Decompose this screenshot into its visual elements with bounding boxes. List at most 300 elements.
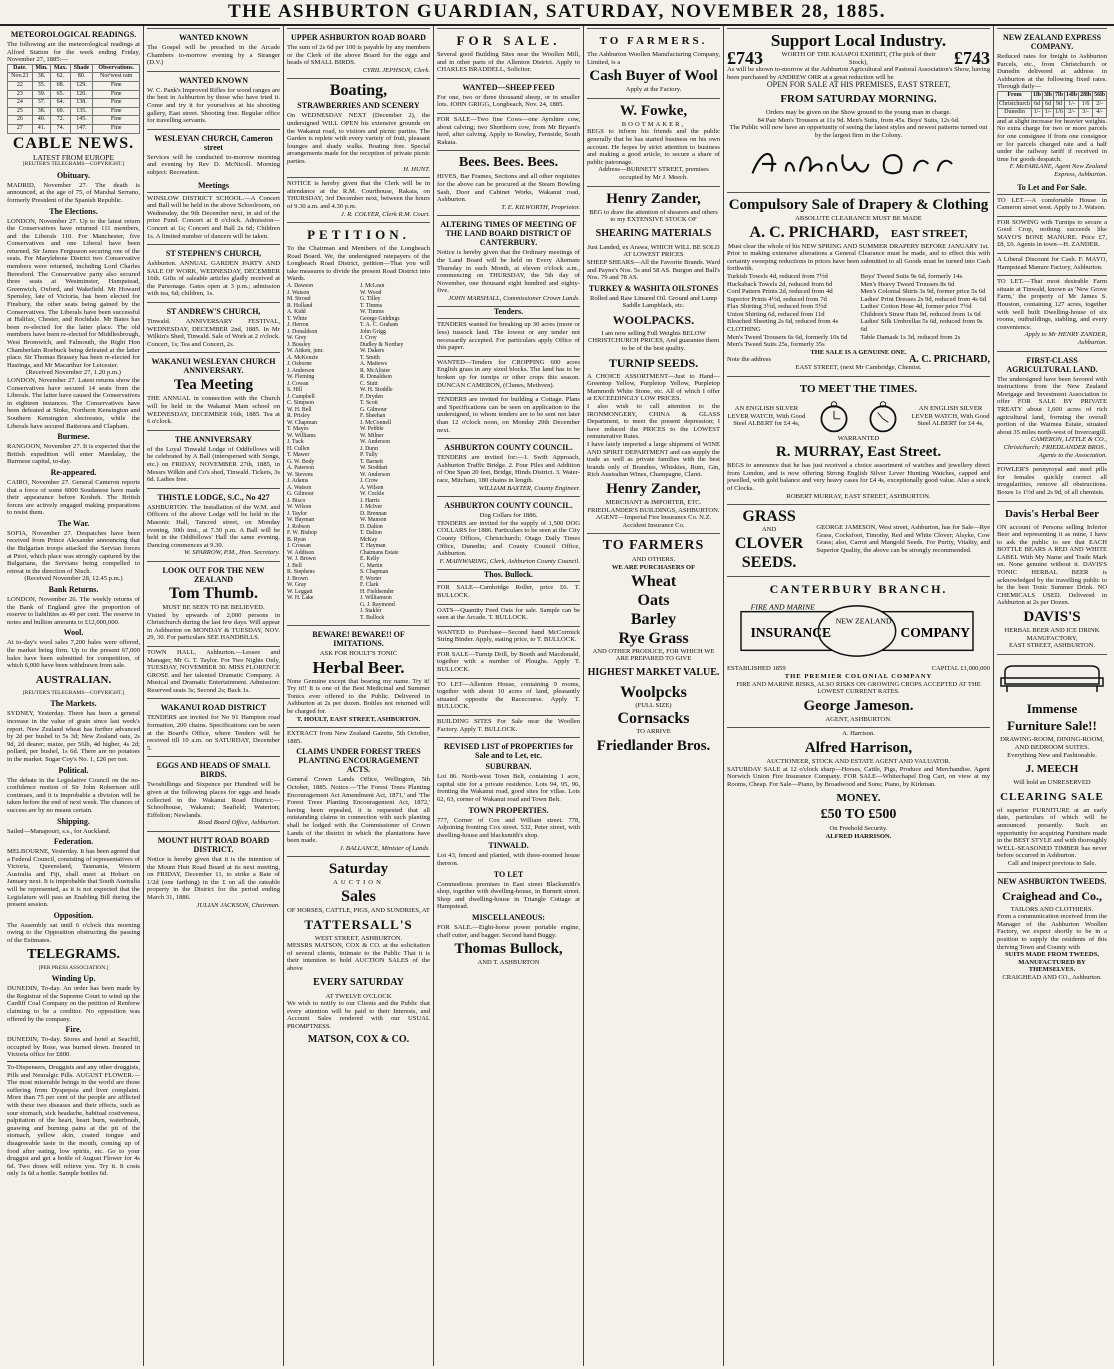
nz-express-more: and at slight increase for heavier weights. No extra charge for two or more parcels for one consignee if from one consignor or for parcels charged rate and a half under the railway tariff if received in time for goods despatch. [997, 117, 1107, 163]
prichard-name-2: A. C. PRICHARD, [909, 354, 990, 366]
mount-hutt-signature: JULIAN JACKSON, Chairman. [196, 901, 280, 909]
grass-word: GRASS [742, 508, 796, 526]
elections-heading: The Elections. [49, 206, 98, 216]
crest-insurance: INSURANCE [750, 624, 832, 640]
met-title: METEOROLOGICAL READINGS. [10, 30, 137, 39]
davis-address: EAST STREET, ASHBURTON. [1008, 642, 1096, 650]
met-cell: 38. [32, 73, 50, 82]
petition-text: To the Chairman and Members of the Longbeach Road Board. We, the undersigned ratepayers of the Longbeach Road District, petition—That you will take measures to divide the present Road District into Wards. [287, 245, 430, 283]
winding-heading: Winding Up. [51, 974, 96, 984]
rates-cell: 1/6 [1079, 100, 1093, 109]
price-line: Men's Tweed Suits 25s, formerly 35s [727, 341, 825, 349]
shearing-list: SHEEP SHEARS—All the Favorite Brands. Ward and Payne's Nos. 5s and 58 AS. Burgon and Ball's Nos. 79 and 78 AS. [587, 258, 720, 282]
sofa-icon [997, 660, 1107, 694]
matson-text-2: We wish to notify to our Clients and the Public that every attention will be paid to their Interests, and Account Sales rendered with our USUAL PROMPTNESS. [287, 1000, 430, 1030]
fire-heading: Fire. [65, 1025, 82, 1035]
price-line: Bleached Sheeting 2s 6d, reduced from 4s [727, 318, 839, 326]
thistle-heading: THISTLE LODGE, S.C., No 427 [157, 492, 270, 502]
rates-row [998, 109, 1107, 118]
petition-name: F. Worter [359, 575, 382, 582]
zander-signature: Henry Zander, [606, 480, 701, 497]
petition-name: A. Mattews [359, 361, 387, 368]
sales-heading: Sales [341, 887, 376, 905]
petition-name: W. Fleming [287, 374, 315, 381]
petition-name: G. W. Body [287, 458, 315, 465]
eggs-signature: Road Board Office, Ashburton. [198, 819, 280, 827]
herbal-beer-text: None Genuine except that bearing my name. Try it! Try it!! It is one of the Best Medicinal and Summer Tonics ever offered to the Public. Delivered in Ashburton at 2s per dozen. Bottles not returned will be charged for. [287, 677, 430, 716]
met-intro: The following are the meteorological readings at Alford Station for the week ending Friday, November 27, 1885:— [7, 41, 140, 64]
petition-name: W. Timms [359, 309, 384, 316]
war-heading: The War. [57, 518, 90, 528]
shipping-heading: Shipping. [57, 816, 90, 826]
petition-name: W. Cockle [359, 491, 385, 498]
column-parcels-express [994, 26, 1110, 1366]
petition-name: S. Hill [287, 387, 303, 394]
to-arrive: TO ARRIVE [636, 728, 671, 736]
federation-heading: Federation. [53, 837, 94, 847]
watch-offer-right: AN ENGLISH SILVER LEVER WATCH, With Good Steel ALBERT for £4 4s, [911, 405, 990, 428]
st-andrews-heading: ST ANDREW'S CHURCH, [166, 307, 261, 317]
notice-ad-text: The Gospel will be preached in the Arcade Chambers to-morrow evening by a Stranger (D.V.) [147, 44, 280, 67]
met-cell: 41. [32, 124, 50, 133]
petition-name: G. J. Raymond [359, 601, 395, 608]
petition-name: T. White [287, 315, 308, 322]
woolpacks-text: I am now selling Full Weights BELOW CHRISTCHURCH PRICES, And guarantee them to be of the best quality. [587, 329, 720, 353]
furniture-sub: DRAWING-ROOM, DINING-ROOM, AND BEDROOM SUITES. [1000, 736, 1104, 751]
petition-name: A. Wilson [359, 484, 384, 491]
met-cell: 35. [32, 81, 50, 90]
bees-signature: T. E. KILWORTH, Proprietor. [501, 203, 580, 211]
ask-for-heading: ASK FOR HOULT'S TONIC [319, 650, 398, 658]
tweeds-heading: NEW ASHBURTON TWEEDS. [997, 876, 1107, 886]
craighead-text: From a communication received from the Manager of the Ashburton Woollen Factory, we expect shortly to be in a position to supply the residents of this thriving Town and County with [997, 913, 1107, 951]
met-cell: 25 [8, 107, 33, 116]
suits-text: 84 Pair Men's Trousers at 11s 9d. Men's Suits, from 45s. Boys' Suits, 12s 6d. [757, 116, 960, 124]
altering-text: Notice is hereby given that the Ordinary meetings of the Land Board will be held on Every Alternate Thursday in each Month, at eleven o'clock a.m., commencing on THURSDAY, the 5th day of November, one thousand eight hundred and eighty-five. [437, 249, 580, 295]
wool-heading: Wool. [63, 628, 84, 638]
bank-text: LONDON, November 26. The weekly returns of the Bank of England give the proportion of reserve to liabilities as 49 per cent. The reserve in notes and bullion amounts to £12,000,000. [7, 596, 140, 626]
price-line: Turkish Towels 4d, reduced from 7½d [727, 272, 828, 280]
fowke-text: BEGS to inform his friends and the public generally that he has started business on his own account. He hopes by strict attention to business and making a good article, to secure a share of public patronage. [587, 128, 720, 166]
petition-name: T. Mawer [287, 452, 310, 459]
telegrams-note: [PER PRESS ASSOCIATION.] [38, 964, 109, 971]
thistle-text: ASHBURTON. The Installation of the W.M. and Officers of the above Lodge will be held in the Masonic Hall, Tancred street, on Monday evening, 30th inst., at 7.30 p.m. A Ball will be held in the Oddfellows' Hall the same evening. Dancing commences at 9.30. [147, 503, 280, 549]
met-cell: 23 [8, 90, 33, 99]
rates-cell: Christchurch [998, 100, 1032, 109]
met-cell: 27 [8, 124, 33, 133]
farm-to-let-text: TO LET.—That most desirable Farm situate at Tinwald, known as 'New Grove Farm,' the property of Mr James S. Houston, containing 127 acres, together with well built Dwelling-house of six rooms, outbuildings, stabling, and every convenience. [997, 278, 1107, 331]
petition-name: J. Anderson [287, 367, 315, 374]
petition-name: F. W. Bishop [287, 530, 317, 537]
crest-fire-marine: FIRE AND MARINE [750, 602, 815, 612]
petition-name: W. Williams [287, 432, 316, 439]
markets-text: SYDNEY, Yesterday. There has been a general increase in the value of grain since last week's report. New Zealand wheat has further advanced by 2d per bushel to 5s 3d; New Zealand oats, 2s 9d, 2d dearer; maize, per 56lb, 4d higher, 4s 2d; pollard, per bushel, 1s 6d. There are no potatoes in the market. Sugar Coy's No. 1, £26 per ton. [7, 710, 140, 763]
petition-name: W. Aitken, junr. [287, 348, 324, 355]
matson-text: MESSRS MATSON, COX & CO. at the solicitation of several clients, intimate to the Public That it is their intention to hold AUCTION SALES of the above [287, 942, 430, 972]
notice-ad-title: WANTED KNOWN [178, 33, 249, 42]
friedlander-signature: Friedlander Bros. [596, 737, 711, 754]
furniture-new: Everything New and Fashionable. [1007, 751, 1097, 759]
notice-ad [147, 28, 280, 69]
column-public-notices-1 [284, 26, 434, 1366]
met-cell: 40. [32, 116, 50, 125]
first-class-signature: CAMERON, LITTLE & CO., Christchurch; FRIEDLANDER BROS., Agents to the Association. [1003, 436, 1107, 459]
petition-name: W. Grey [287, 335, 307, 342]
strawberries-signature: H. HUNT. [403, 165, 430, 173]
open-text: OPEN FOR SALE AT HIS PREMISES, EAST STREET, [766, 80, 951, 90]
fowler-ad: FOWLER'S pennyroyal and steel pills for females quickly correct all irregularities, remove all obstructions. Boxes 1s 1½d and 2s 9d, of all chemists. [997, 463, 1107, 498]
worth-text: WORTH OF THE KAIAPOI EXHIBIT, (The pick of their Stock), [781, 51, 936, 66]
rates-cell: 2/- [1065, 109, 1079, 118]
ironmongery-text: I also wish to call attention to the IRONMONGERY, CHINA & GLASS Department, to meet the present depression; I have reduced the PRICES to the LOWEST remunerative Rates. [587, 403, 720, 441]
dog-collars-heading: Dog Collars for 1886. [479, 512, 538, 520]
tattersalls-street: WEST STREET, ASHBURTON. [314, 934, 403, 942]
grain-word: Barley [630, 610, 677, 628]
price-line: Children's Straw Hats 9d, reduced from 1s 6d [860, 310, 981, 318]
petition-name: J. Watson [287, 289, 310, 296]
craighead-signature: CRAIGHEAD AND CO., Ashburton. [1002, 973, 1102, 981]
met-cell: 135. [70, 107, 93, 116]
rates-cell: 2/- [1093, 100, 1107, 109]
petition-name: J. Osborne [287, 361, 312, 368]
met-cell: 64. [51, 99, 71, 108]
mount-hutt-heading: MOUNT HUTT ROAD BOARD DISTRICT. [157, 836, 270, 854]
petition-name: J. McLean [359, 283, 385, 290]
petition-name: Chatmans Estate [359, 549, 399, 556]
meetings-heading: Meetings [197, 180, 230, 190]
fowke-address: Address—BURNETT STREET, premises occupied by Mr J. Meech. [598, 166, 709, 181]
met-cell: 120. [70, 90, 93, 99]
met-cell: Fine [93, 99, 140, 108]
price-line: Men's Tweed Trousers 6s 6d, formerly 10s 6d [727, 333, 848, 341]
upper-ashburton-signature: CYRIL JEPHSON, Clerk. [362, 66, 430, 74]
genuine-text: THE SALE IS A GENUINE ONE. [810, 348, 907, 356]
furniture-sale-heading: Furniture Sale!! [1007, 718, 1097, 734]
petition-name: R. Donaldson [359, 374, 392, 381]
herbal-beer-heading: Herbal Beer. [312, 657, 405, 677]
money-amount: £50 TO £500 [820, 807, 897, 823]
to-let-ad: A Liberal Discount for Cash. F. MAYO, Hampstead Manure Factory, Ashburton. [997, 253, 1107, 273]
compulsory-heading: Compulsory Sale of Drapery & Clothing [728, 196, 989, 213]
obit-text: MADRID, November 27. The death is announced, at the age of 75, of Marshal Serrano, formerly President of the Spanish Republic. [7, 181, 140, 204]
tender-2: WANTED—Tenders for CROPPING 600 acres English grass in any sized blocks. The land has to be broken up for turnips or other crops this season. DUNCAN CAMERON, (Clunes, Methven). [437, 356, 580, 391]
petition-name: T. Smith [359, 354, 380, 361]
petition-name: T. Dalton [359, 530, 382, 537]
petition-name: G. Gilmour [359, 406, 387, 413]
watch-offer-left: AN ENGLISH SILVER LEVER WATCH, With Good Steel ALBERT for £4 4s, [727, 405, 806, 428]
petition-name: T. Bullock [359, 614, 385, 621]
petition-name: J. Donaldson [287, 328, 318, 335]
petition-name: W. Stoddart [359, 465, 388, 472]
petition-name: W. Anderson [359, 439, 390, 446]
petition-name: J. Bossley [287, 341, 311, 348]
claims-text: General Crown Lands Office, Wellington, 5th October, 1885. Notice.—'The Forest Trees Planting Encouragement Act Amendment Act, 1871,' and 'The Forest Trees Planting Encouragement Act, 1872,' having been repealed, it is requested that all outstanding claims in connection with such planting shall be lodged with the Commissioner of Crown Lands of the district in which the plantations have been made. [287, 776, 430, 845]
prichard-name: A. C. PRICHARD, [749, 223, 879, 241]
cable-note: [REUTER'S TELEGRAMS—COPYRIGHT.] [22, 161, 125, 168]
met-row [8, 116, 140, 125]
petition-name: W. H. Stoddle [359, 387, 393, 394]
petition-name: J. Taylor [287, 510, 308, 517]
for-sale-cows: FOR SALE—Two fine Cows—one Ayrshire cow, about calving; two Shorthorn cow, from Mr Bryant's herd, after calving. Apply to Rowley, Fernside, South Rakaia. [437, 113, 580, 148]
misc-heading: MISCELLANEOUS: [472, 912, 545, 922]
harrison-heading: Alfred Harrison, [804, 739, 913, 756]
craighead-sub: TAILORS AND CLOTHIERS. [1010, 905, 1094, 913]
petition-name: T. Timms [359, 302, 383, 309]
rates-cell: 3/- [1079, 109, 1093, 118]
canterbury-heading: CANTERBURY BRANCH. [769, 581, 948, 596]
public-text: The Public will now have an opportunity of seeing the latest styles and newest patterns turned out by the largest firm in the Colony. [729, 124, 988, 139]
immense-heading: Immense [1026, 701, 1078, 717]
petition-name: J. Bell [287, 562, 302, 569]
meech-sub: Will hold an UNRESERVED [1013, 779, 1091, 787]
herbal-beer-signature: T. HOULT, EAST STREET, ASHBURTON. [296, 715, 421, 723]
strawberries-heading: STRAWBERRIES AND SCENERY [297, 101, 420, 111]
petition-name: W. Wilson [287, 504, 312, 511]
wanted-sheep-text: For one, two or three thousand sheep, or in smaller lots. JOHN GRIGG, Longbeach, Nov. 24, 1885. [437, 93, 580, 109]
county-council-heading-2: ASHBURTON COUNTY COUNCIL. [444, 501, 573, 511]
met-cell: Fine [93, 81, 140, 90]
jameson-seeds-text: GEORGE JAMESON, West street, Ashburton, has for Sale—Rye Grass, Cocksfoot, Timothy, Red and White Clover; Alsyke, Cow Grass; also, Carrot and Mangold Seeds. For Purity, Vitality, and Superior Quality, the above can be strongly recommended. [816, 524, 990, 555]
harrison-signature: ALFRED HARRISON. [825, 832, 892, 840]
tinwald-heading: TINWALD. [488, 841, 529, 851]
rates-cell: 1/- [1065, 100, 1079, 109]
petition-name: T. Mayes [287, 426, 309, 433]
boating-heading: Boating, [329, 82, 388, 100]
bullock-ad: OATS—Quantity Feed Oats for sale. Sample can be seen at the Arcade. T. BULLOCK. [437, 604, 580, 624]
farm-to-let-signature: Apply to Mr HENRY ZANDER, Ashburton. [1024, 331, 1107, 346]
met-cell: 147. [70, 124, 93, 133]
petition-name: T. A. C. Graham [359, 322, 399, 329]
upper-ashburton-heading: UPPER ASHBURTON ROAD BOARD [291, 33, 426, 42]
met-header: Date. [8, 64, 33, 73]
every-saturday: EVERY SATURDAY [313, 976, 404, 988]
markets-heading: The Markets. [50, 699, 97, 709]
rates-cell: 4/- [1093, 109, 1107, 118]
met-cell: Nor'west rain [93, 73, 140, 82]
town-hall-ad: TOWN HALL, Ashburton.—Lessee and Manager, Mr G. T. Taylor. For Two Nights Only, TUESDAY, NOVEMBER 30. MISS FLORENCE GROSE and her talented Dramatic Company. A Musical and Dramatic Entertainment. Admission: Reserved seats 3s; Second 2s; Back 1s. [147, 646, 280, 697]
strawberries-text: On WEDNESDAY NEXT (December 2), the undersigned WILL OPEN his extensive grounds on the Wakanui road, to visitors and picnic parties. The Garden is replete with every variety of fruit, pleasant lounges and shady walks. Boating free. Special arrangements made for the reception of private picnic parties. [287, 112, 430, 165]
meet-times-heading: TO MEET THE TIMES. [799, 382, 918, 395]
rates-cell: Dunedin [998, 109, 1032, 118]
opposition-heading: Opposition. [53, 910, 94, 920]
money-heading: MONEY. [836, 792, 881, 805]
notice-ad [147, 71, 280, 127]
rates-header: 56lb [1093, 91, 1107, 100]
petition-name: J. Bisco [287, 497, 306, 504]
cable-subheading: LATEST FROM EUROPE [32, 152, 115, 162]
column-business-notices [724, 26, 994, 1366]
to-farmers-text: The Ashburton Woollen Manufacturing Company, Limited, is a [587, 51, 720, 66]
masthead: THE ASHBURTON GUARDIAN, SATURDAY, NOVEMBER 28, 1885. [0, 0, 1114, 26]
petition-name: John Grigg [359, 328, 386, 335]
saturday-heading: Saturday [328, 861, 389, 878]
tea-meeting-heading: Tea Meeting [173, 377, 253, 394]
claims-signature: J. BALLANCE, Minister of Lands. [339, 844, 430, 852]
met-cell: Nov.21 [8, 73, 33, 82]
suburban-text: Lot 86. North-west Town Belt, containing 1 acre, capital site for a private residence. Lots 94, 95, 96, fronting the Wakanui road, good sites for villas. Lots 62, 63, corner of Wakanui road and Town Belt. [437, 773, 580, 803]
petition-name: W. H. Lake [287, 595, 314, 602]
crest-new-zealand: NEW ZEALAND [835, 616, 892, 626]
petition-name: A. Kidd [287, 309, 306, 316]
petition-name: J. Robson [287, 523, 310, 530]
meech-inspect: Call and inspect previous to Sale. [1007, 859, 1097, 867]
price-line: Superior Prints 4½d, reduced from 7d [727, 295, 827, 303]
petition-name: F. Sheehan [359, 413, 386, 420]
bullock-ad: TO LET—Allenton House, containing 9 rooms, together with about 10 acres of land, pleasantly situated opposite the Racecourse. Apply T. BULLOCK. [437, 678, 580, 713]
petition-name: H. Fieldsender [359, 588, 395, 595]
rates-table [997, 91, 1107, 118]
capital-text: CAPITAL £1,000,000 [931, 665, 990, 673]
zander-agent: AGENT—Imperial Fire Insurance Co. N.Z. Accident Insurance Co. [595, 514, 712, 529]
shearing-heading: SHEARING MATERIALS [595, 227, 712, 239]
petition-name: A. McKenzie [287, 354, 319, 361]
full-size: (FULL SIZE) [635, 701, 672, 709]
petition-name: S. Chapman [359, 569, 389, 576]
bees-heading: Bees. Bees. Bees. [458, 155, 559, 171]
grain-word: Oats [637, 591, 670, 609]
bank-heading: Bank Returns. [48, 585, 99, 595]
rates-cell: 9d [1054, 100, 1065, 109]
petition-name: G. Tilley [359, 296, 381, 303]
winding-text: DUNEDIN, To-day. An order has been made by the Registrar of the Supreme Court to wind up the Cardiff Coal Company on the petition of Renfrew claiming to be a creditor. No opposition was offered by the company. [7, 985, 140, 1023]
petition-name: J. Croy [359, 335, 377, 342]
harrison-sub: AUCTIONEER, STOCK AND ESTATE AGENT AND VALUATOR. [766, 757, 951, 765]
county-council-text-1: TENDERS are invited for:—1. Swift Approach, Ashburton Traffic Bridge. 2. Four Piles and Addition of One Span 20 feet, Bridge, Hinds District. 3. Water-race, Mitcham, 180 chains in length. [437, 454, 580, 484]
zander-text: BEG to draw the attention of shearers and others to my EXTENSIVE STOCK OF [589, 208, 718, 224]
met-header: Max. [51, 64, 71, 73]
murray-signature: ROBERT MURRAY, EAST STREET, ASHBURTON. [786, 492, 931, 500]
met-row [8, 81, 140, 90]
premier-heading: THE PREMIER COLONIAL COMPANY [784, 672, 933, 680]
price-line: Table Damask 1s 3d, reduced from 2s [860, 333, 961, 341]
petition-name: W. Bayman [287, 517, 315, 524]
met-cell: 22 [8, 81, 33, 90]
to-let-ad: FOR SOWING with Turnips to secure a Good Crop, nothing succeeds like MAYO'S BONE MANURE. Price £7, £8, £6. Agents in town—H. ZANDER. [997, 216, 1107, 251]
suburban-heading: SUBURBAN. [485, 762, 532, 772]
to-farmers-heading: TO FARMERS. [599, 35, 708, 47]
petition-name: J. Crow [359, 478, 378, 485]
political-text: The debate in the Legislative Council on the no-confidence motion of Sir John Robertson still continues, and it is improbable a division will be taken before the end of next week. The chances of success are by no means certain. [7, 776, 140, 814]
st-stephens-heading: ST STEPHEN'S CHURCH, [165, 249, 262, 259]
murray-text: BEGS to announce that he has just received a choice assortment of watches and jewellery direct from London, and is now offering Strong English Silver Lever Hunting Watches, capped and jewelled, with gold balance and very heavy cases for £4 4s, exceptionally good value. Also a stock of Clocks. [727, 462, 990, 492]
petition-name: W. H. Bell [287, 406, 312, 413]
wakanui-heading: WAKANUI WESLEYAN CHURCH ANNIVERSARY. [151, 357, 276, 376]
price-line: Men's Heavy Tweed Trousers 8s 6d [860, 280, 955, 288]
reappeared-heading: Re-appeared. [50, 467, 97, 477]
clover-word: CLOVER [734, 534, 804, 552]
turnip-heading: TURNIP SEEDS. [608, 355, 699, 370]
burmese-text: RANGOON, November 27. It is expected that the British expedition will enter Mandalay, the Burmese capital, to-day. [7, 443, 140, 466]
prichard-text: Prior to making extensive alterations a General Clearance must be made, and to effect this with certainty sweeping reductions in prices have been submitted to all Goods must be turned into Cash forthwith. [727, 250, 990, 273]
petition-name: R. Prisley [287, 413, 310, 420]
for-sale-heading: FOR SALE. [456, 33, 561, 48]
claims-heading: CLAIMS UNDER FOREST TREES PLANTING ENCOURAGEMENT ACTS. [296, 747, 421, 775]
to-let-ad: TO LET.—A comfortable House in Cameron street west. Apply to J. Watson. [997, 194, 1107, 214]
reappeared-text: CAIRO, November 27. General Cameron reports that a force of some 6000 Soudanese have made their appearance before Kosheh. The British forces are actively engaged making preparations to resist them. [7, 478, 140, 517]
met-cell: 72. [51, 116, 71, 125]
county-council-heading-1: ASHBURTON COUNTY COUNCIL. [444, 443, 573, 453]
risks-text: FIRE AND MARINE RISKS, ALSO RISKS ON GROWING CROPS ACCEPTED AT THE LOWEST CURRENT RATES. [736, 680, 981, 696]
crest-company: COMPANY [900, 624, 971, 640]
rates-row [998, 100, 1107, 109]
price-right: £743 [953, 47, 990, 68]
wool-text: At to-day's wool sales 7,200 bales were offered, the market being firm. Up to the present 67,000 bales have been submitted for competition, of which 6,000 have been withdrawn from sale. [7, 639, 140, 670]
st-stephens-text: Ashburton. ANNUAL GARDEN PARTY AND SALE OF WORK, WEDNESDAY, DECEMBER 16th. Gifts of saleable articles gladly received at the Parsonage. Gates open at 3 p.m.; admission with tea, 6d; children, 1s. [147, 260, 280, 298]
petition-name: C. Simpson [287, 400, 315, 407]
produce-text: AND OTHER PRODUCE, FOR WHICH WE ARE PREPARED TO GIVE [592, 647, 715, 663]
met-cell: 69. [51, 107, 71, 116]
met-row [8, 99, 140, 108]
bees-text: HIVES, Bar Frames, Sections and all other requisites for the above can be procured at the Steam Bowling Sash, Door and Cabinet Works, Wakanui road, Ashburton. [437, 173, 580, 204]
tattersalls-heading: TATTERSALL'S [304, 916, 413, 932]
jameson-heading: George Jameson. [803, 697, 914, 714]
craighead-heading: Craighead and Co., [1001, 888, 1102, 903]
zander-heading: Henry Zander, [606, 190, 701, 207]
column-news [4, 26, 144, 1366]
burmese-heading: Burmese. [57, 432, 90, 442]
highest-value: HIGHEST MARKET VALUE. [587, 666, 720, 678]
war-text: SOFIA, November 27. Despatches have been received from Prince Alexander announcing that the Bulgarian troops attacked the Servian forces at Pirot, which place was strongly captured by the Bulgarians, the Servians being compelled to retreat in the direction of Nisch. [7, 529, 140, 575]
petition-name: J. Stakler [359, 608, 382, 615]
first-class-text: The undersigned have been favored with instructions from the New Zealand Mortgage and Investment Association to offer FOR SALE BY PRIVATE TREATY about 1,600 acres of rich agricultural land, forming the overall portion of the Waimea Estate, situated about 35 miles north-west of Invercargill. [997, 375, 1107, 436]
petition-name: C. Martin [359, 562, 383, 569]
turnip-text: A CHOICE ASSORTMENT—Just to Hand—Greentop Yellow, Purpletop Yellow, Purpletop Mammoth White Stone, etc. All of which I offer at EXCEEDINGLY LOW PRICES. [587, 372, 720, 403]
watch-icon [814, 399, 854, 435]
tom-thumb-text: Visited by upwards of 2,000 persons in Christchurch during the last few days. Will appear in Ashburton on MONDAY & TUESDAY, NOV. 29, 30. For particulars SEE HANDBILLS. [147, 611, 280, 642]
petition-name: G. Gilmour [287, 491, 314, 498]
petition-name: W. Dakers [359, 348, 385, 355]
watch-icon [863, 399, 903, 435]
notice-ad-title: WESLEYAN CHURCH, Cameron street [154, 133, 273, 152]
davis-heading: Davis's Herbal Beer [1004, 507, 1100, 520]
davis-sub: HERBAL BEER AND ICE DRINK MANUFACTORY, [1004, 627, 1100, 642]
murray-heading: R. MURRAY, East Street. [775, 444, 942, 461]
petition-name: J. McConnell [359, 419, 392, 426]
met-cell: 38. [32, 107, 50, 116]
jameson-sub: AGENT, ASHBURTON. [825, 715, 892, 723]
met-header: Shade [70, 64, 93, 73]
revised-list-heading: REVISED LIST of PROPERTIES for Sale and to Let, etc. [443, 742, 574, 761]
petition-name: T. Scott [359, 400, 378, 407]
county-council-signature-2: F. MAINWARING, Clerk, Ashburton County Council. [439, 557, 580, 565]
oddfellows-text: of the Loyal Tinwald Lodge of Oddfellows will be celebrated by A Ball (interspersed with Songs, etc.) on FRIDAY, NOVEMBER 27th, 1885, in Messrs Wilkin and Co's shed, Tinwald. Tickets, 3s 6d. Ladies free. [147, 445, 280, 484]
petition-name: W. Manson [359, 517, 387, 524]
petition-name: W. Leggatt [287, 588, 313, 595]
and-word: AND [761, 526, 777, 534]
met-header: Min. [32, 64, 50, 73]
petition-name: J. Cowan [287, 380, 309, 387]
elections-received: (Received November 27, 1.20 p.m.) [26, 369, 121, 377]
petition-name: J. McIver [359, 504, 383, 511]
petition-name: R. McAlister [359, 367, 391, 374]
price-line: Boys' Tweed Suits 9s 6d, formerly 14s [860, 272, 963, 280]
and-others: AND OTHERS. [631, 556, 676, 564]
petition-name: W. Gray [287, 582, 307, 589]
met-cell: 37. [32, 99, 50, 108]
twelve-oclock: AT TWELVE O'CLOCK [325, 992, 392, 1000]
altering-heading: ALTERING TIMES OF MEETING OF THE LAND BOARD DISTRICT OF CANTERBURY. [440, 220, 577, 248]
orders-text: Orders may be given on the Show ground to the young man in charge. [765, 108, 952, 116]
rates-cell: 6d [1032, 100, 1043, 109]
meech-heading: J. MEECH [1025, 763, 1079, 776]
nz-express-signature: F. McFARLANE, Agent New Zealand Express, Ashburton. [1009, 163, 1107, 178]
tender-1: TENDERS wanted for breaking up 30 acres (more or less) tussock land. The lowest or any tender not necessarily accepted. For particulars apply Office of this paper. [437, 318, 580, 353]
met-cell: 24 [8, 99, 33, 108]
bullock-heading: Thos. Bullock. [437, 569, 580, 579]
met-row [8, 124, 140, 133]
wine-text: I have lately imported a large shipment of WINE AND SPIRIT DEPARTMENT and can supply the trade as well as private families with the best brands only of Brandies, Whiskies, Rum, Gin, Rich Australian Wines, Champagne, Claret. [587, 441, 720, 479]
eggs-heading: EGGS AND HEADS OF SMALL BIRDS. [156, 761, 271, 780]
